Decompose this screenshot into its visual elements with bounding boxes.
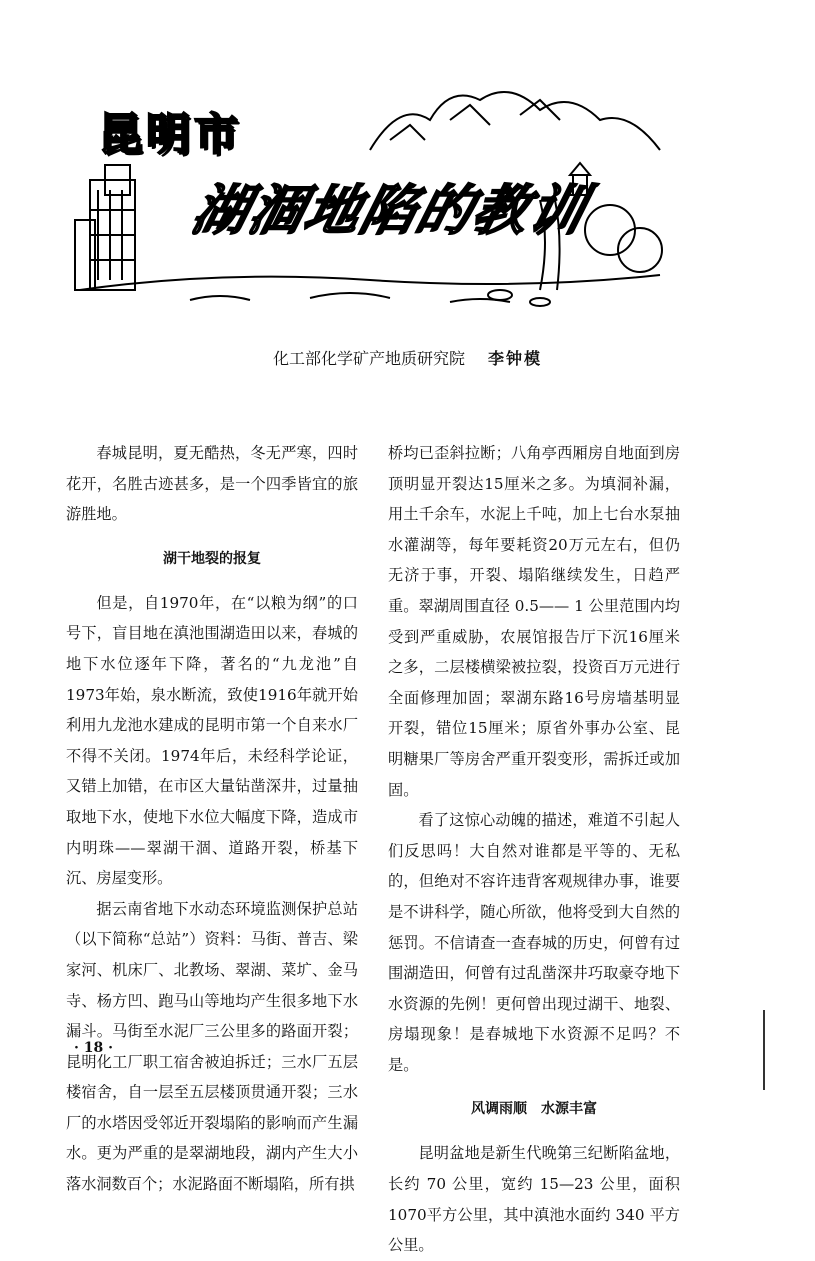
author: 李钟模 [488,349,543,368]
left-column [66,438,358,1200]
byline [0,346,815,369]
body-paragraph: 桥均已歪斜拉断；八角亭西厢房自地面到房顶明显开裂达15厘米之多。为填洞补漏，用土千余车，水泥上千吨，加上七台水泵抽水灌湖等，每年要耗资20万元左右，但仍无济于事，开裂、塌陷继续发生，日趋严重。翠湖周围直径 0.5—— 1 公里范围内均受到严重威胁，农展馆报告厅下沉16厘米之多，二层楼横梁被拉裂，投资百万元进行全面修理加固；翠湖东路16号房墙基明显开裂，错位15厘米；原省外事办公室、昆明糖果厂等房舍严重开裂变形，需拆迁或加固。 [388,444,680,799]
title-subtitle: 湖涸地陷的教训 [186,179,594,242]
intro-paragraph: 春城昆明，夏无酷热，冬无严寒，四时花开，名胜古迹甚多，是一个四季皆宜的旅游胜地。 [66,444,358,524]
body-paragraph: 据云南省地下水动态环境监测保护总站（以下简称“总站”）资料：马街、普吉、梁家河、机床厂、北教场、翠湖、菜圹、金马寺、杨方凹、跑马山等地均产生很多地下水漏斗。马街至水泥厂三公里多的路面开裂；昆明化工厂职工宿舍被迫拆迁；三水厂五层楼宿舍，自一层至五层楼顶贯通开裂；三水厂的水塔因受邻近开裂塌陷的影响而产生漏水。更为严重的是翠湖地段，湖内产生大小落水洞数百个；水泥路面不断塌陷，所有拱 [66,899,358,1194]
mountain-outline [370,92,660,150]
body-paragraph: 但是，自1970年，在“以粮为纲”的口号下，盲目地在滇池围湖造田以来，春城的地下水位逐年下降，著名的“九龙池”自1973年始，泉水断流，致使1916年就开始利用九龙池水建成的昆明市第一个自来水厂不得不关闭。1974年后，未经科学论证，又错上加错，在市区大量钻凿深井，过量抽取地下水，使地下水位大幅度下降，造成市内明珠——翠湖干涸、道路开裂，桥基下沉、房屋变形。 [66,593,358,888]
margin-rule [763,1010,765,1090]
right-column [388,438,680,1261]
body-paragraph: 看了这惊心动魄的描述，难道不引起人们反思吗！大自然对谁都是平等的、无私的，但绝对不容许违背客观规律办事，谁要是不讲科学，随心所欲，他将受到大自然的惩罚。不信请查一查春城的历史，何曾有过围湖造田，何曾有过乱凿深井巧取豪夺地下水资源的先例！更何曾出现过湖干、地裂、房塌现象！是春城地下水资源不足吗？不是。 [388,811,680,1074]
building [75,220,95,290]
section-heading: 风调雨顺 水源丰富 [471,1101,597,1118]
institution: 化工部化学矿产地质研究院 [272,349,465,368]
body-paragraph: 昆明盆地是新生代晚第三纪断陷盆地，长约 70 公里，宽约 15—23 公里，面积1070平方公里，其中滇池水面约 340 平方公里。 [388,1144,680,1255]
page-number: · 18 · [74,1040,113,1056]
title-main: 昆明市 [98,109,242,160]
section-heading: 湖干地裂的报复 [163,550,261,567]
ground-line [80,275,660,290]
